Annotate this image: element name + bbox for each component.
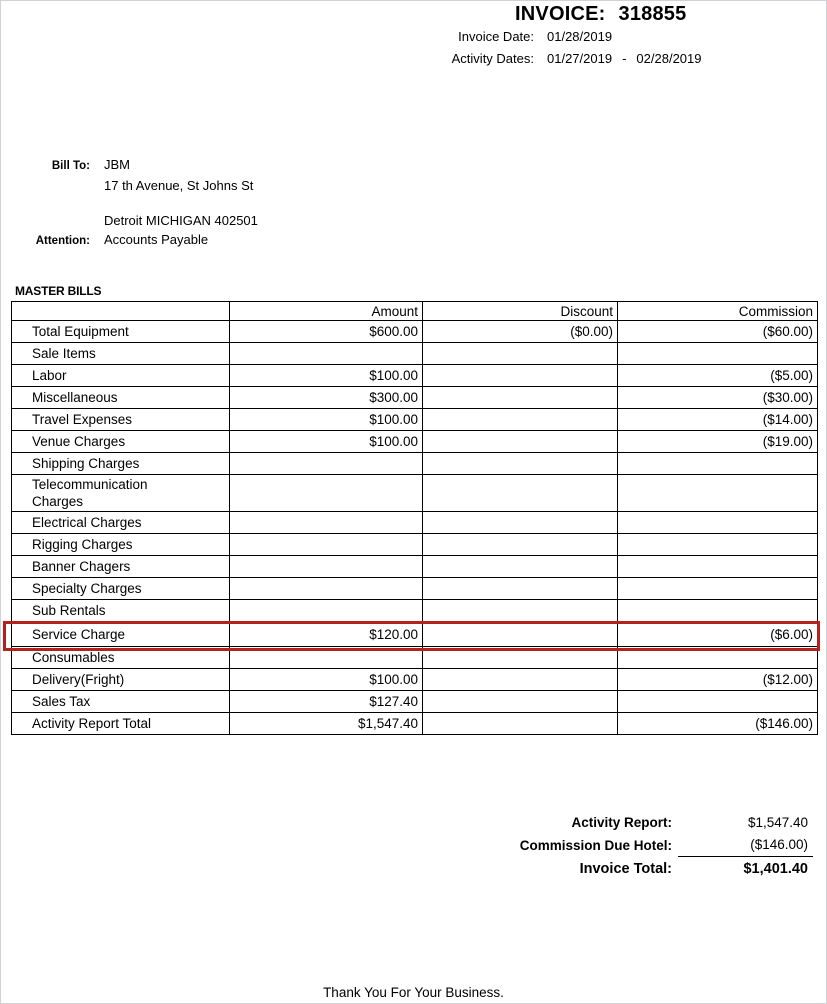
master-bills-header (12, 302, 818, 321)
cell-commission: ($5.00) (618, 365, 818, 387)
cell-amount (230, 343, 423, 365)
bill-to-city-row (1, 213, 258, 228)
attention-value: Accounts Payable (104, 232, 209, 247)
table-row (12, 475, 818, 512)
table-row (12, 691, 818, 713)
table-row (12, 343, 818, 365)
cell-amount (230, 534, 423, 556)
cell-commission (618, 475, 818, 512)
cell-amount: $1,547.40 (230, 713, 423, 735)
row-label: Banner Chagers (32, 559, 131, 574)
invoice-title (515, 2, 686, 26)
invoice-number: 318855 (618, 3, 687, 25)
cell-label (12, 453, 230, 475)
cell-label (12, 691, 230, 713)
cell-label (12, 475, 230, 512)
summary (451, 811, 813, 881)
cell-amount: $100.00 (230, 669, 423, 691)
table-row (12, 622, 818, 647)
row-label: Rigging Charges (32, 537, 133, 552)
row-label: Sale Items (32, 346, 96, 361)
row-label: Delivery(Fright) (32, 672, 125, 687)
cell-amount (230, 475, 423, 512)
table-row (12, 600, 818, 622)
cell-commission (618, 600, 818, 622)
activity-dates-row (1, 50, 702, 68)
bill-to-address-line1: 17 th Avenue, St Johns St (104, 178, 254, 193)
cell-discount (423, 431, 618, 453)
cell-label (12, 409, 230, 431)
cell-label (12, 622, 230, 647)
row-label: Telecommunication Charges (32, 477, 148, 509)
cell-label (12, 365, 230, 387)
table-row (12, 365, 818, 387)
row-label: Travel Expenses (32, 412, 133, 427)
cell-discount (423, 691, 618, 713)
attention-row (1, 232, 208, 247)
bill-to-address-line2: Detroit MICHIGAN 402501 (104, 213, 258, 228)
summary-value: $1,547.40 (747, 815, 808, 830)
cell-amount: $100.00 (230, 409, 423, 431)
header-cell-commission: Commission (618, 302, 818, 321)
invoice-date-value: 01/28/2019 (547, 29, 613, 44)
cell-amount: $600.00 (230, 321, 423, 343)
cell-discount (423, 365, 618, 387)
table-row (12, 409, 818, 431)
cell-commission: ($14.00) (618, 409, 818, 431)
cell-commission (618, 343, 818, 365)
cell-discount (423, 453, 618, 475)
cell-label (12, 647, 230, 669)
invoice-date-row (1, 28, 612, 46)
bill-to-address-row (1, 178, 253, 193)
summary-label: Activity Report: (571, 815, 672, 830)
cell-discount (423, 387, 618, 409)
activity-start-date: 01/27/2019 (547, 51, 613, 66)
cell-discount (423, 578, 618, 600)
summary-value: ($146.00) (678, 834, 813, 857)
invoice-title-label: INVOICE: (515, 3, 606, 25)
header-cell-amount: Amount (230, 302, 423, 321)
header-cell-blank (12, 302, 230, 321)
attention-label: Attention: (35, 235, 90, 247)
master-bills-title: MASTER BILLS (15, 284, 102, 298)
table-row (12, 453, 818, 475)
cell-label (12, 713, 230, 735)
activity-dates-label: Activity Dates: (451, 51, 534, 66)
cell-label (12, 431, 230, 453)
row-label: Shipping Charges (32, 456, 140, 471)
table-row (12, 647, 818, 669)
summary-label: Commission Due Hotel: (519, 838, 672, 853)
header-cell-discount: Discount (423, 302, 618, 321)
cell-label (12, 600, 230, 622)
cell-discount (423, 647, 618, 669)
cell-commission (618, 556, 818, 578)
cell-amount (230, 512, 423, 534)
table-row (12, 669, 818, 691)
row-label: Activity Report Total (32, 716, 152, 731)
bill-to-row (1, 157, 130, 172)
cell-discount (423, 556, 618, 578)
table-row (12, 431, 818, 453)
cell-label (12, 321, 230, 343)
row-label: Sales Tax (32, 694, 91, 709)
table-row (12, 321, 818, 343)
cell-label (12, 556, 230, 578)
cell-amount (230, 600, 423, 622)
cell-commission (618, 453, 818, 475)
row-label: Specialty Charges (32, 581, 142, 596)
cell-label (12, 343, 230, 365)
cell-amount: $300.00 (230, 387, 423, 409)
cell-label (12, 387, 230, 409)
row-label: Miscellaneous (32, 390, 118, 405)
table-row (12, 578, 818, 600)
cell-commission: ($60.00) (618, 321, 818, 343)
table-row (12, 387, 818, 409)
cell-discount (423, 622, 618, 647)
table-row (12, 556, 818, 578)
cell-commission (618, 512, 818, 534)
cell-discount (423, 409, 618, 431)
cell-commission: ($12.00) (618, 669, 818, 691)
summary-value: $1,401.40 (743, 861, 808, 877)
cell-amount (230, 453, 423, 475)
cell-commission (618, 534, 818, 556)
summary-row (451, 811, 813, 834)
cell-discount (423, 669, 618, 691)
cell-commission (618, 578, 818, 600)
row-label: Consumables (32, 650, 115, 665)
activity-end-date: 02/28/2019 (636, 51, 702, 66)
row-label: Venue Charges (32, 434, 126, 449)
bill-to-label: Bill To: (51, 160, 90, 172)
cell-amount: $100.00 (230, 365, 423, 387)
table-row (12, 512, 818, 534)
cell-commission: ($19.00) (618, 431, 818, 453)
cell-discount (423, 713, 618, 735)
cell-label (12, 578, 230, 600)
cell-commission (618, 647, 818, 669)
summary-label: Invoice Total: (579, 861, 672, 877)
activity-dates-value (547, 50, 702, 68)
row-label: Service Charge (32, 626, 126, 642)
date-separator: - (622, 51, 627, 66)
row-label: Labor (32, 368, 67, 383)
cell-commission (618, 691, 818, 713)
cell-discount (423, 475, 618, 512)
master-bills-body (12, 321, 818, 735)
cell-discount (423, 534, 618, 556)
row-label: Electrical Charges (32, 515, 142, 530)
cell-discount: ($0.00) (423, 321, 618, 343)
summary-row (451, 857, 813, 881)
cell-amount: $127.40 (230, 691, 423, 713)
invoice-date-label: Invoice Date: (458, 29, 534, 44)
table-row (12, 534, 818, 556)
cell-label (12, 512, 230, 534)
cell-amount (230, 556, 423, 578)
cell-amount: $120.00 (230, 622, 423, 647)
cell-amount (230, 578, 423, 600)
cell-label (12, 669, 230, 691)
cell-amount: $100.00 (230, 431, 423, 453)
cell-label (12, 534, 230, 556)
row-label: Total Equipment (32, 324, 129, 339)
master-bills-table (11, 301, 818, 735)
row-label: Sub Rentals (32, 603, 106, 618)
header-row (12, 302, 818, 321)
cell-discount (423, 600, 618, 622)
summary-row (451, 834, 813, 857)
cell-commission: ($146.00) (618, 713, 818, 735)
cell-commission: ($30.00) (618, 387, 818, 409)
footer-message: Thank You For Your Business. (323, 985, 504, 1000)
bill-to-name: JBM (104, 157, 130, 172)
table-row (12, 713, 818, 735)
cell-amount (230, 647, 423, 669)
cell-commission: ($6.00) (618, 622, 818, 647)
cell-discount (423, 343, 618, 365)
cell-discount (423, 512, 618, 534)
